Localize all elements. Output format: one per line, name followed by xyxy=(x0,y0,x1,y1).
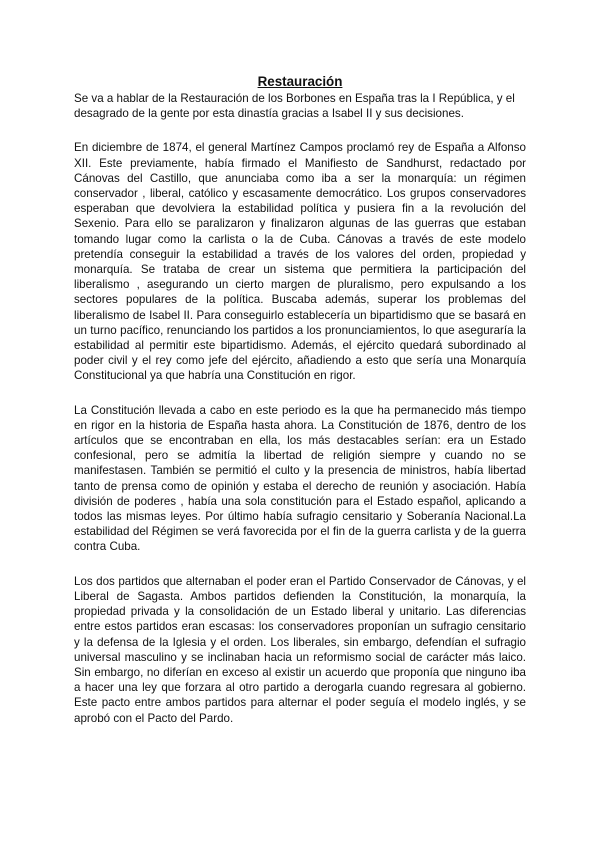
paragraph-intro: Se va a hablar de la Restauración de los Borbones en España tras la I República, y el desagrado de la gente por esta dinastía gracias a Isabel II y sus decisiones. xyxy=(74,92,515,121)
paragraph-parties: Los dos partidos que alternaban el poder eran el Partido Conservador de Cánovas, y el Liberal de Sagasta. Ambos partidos defienden la Constitución, la monarquía, la propiedad privada y la consolidación de un Estado liberal y unitario. Las diferencias entre estos partidos eran escasas: los conservadores proponían un sufragio censitario y la defensa de la Iglesia y el orden. Los liberales, sin embargo, defendían el sufragio universal masculino y se inclinaban hacia un reformismo social de carácter más laico. Sin embargo, no diferían en exceso al existir un acuerdo que proponía que ninguno iba a hacer una ley que forzara al otro partido a derogarla cuando regresara al gobierno. Este pacto entre ambos partidos para alternar el poder seguía el modelo inglés, y se aprobó con el Pacto del Pardo. xyxy=(74,574,526,725)
document-title: Restauración xyxy=(257,74,343,89)
paragraph-sandhurst: En diciembre de 1874, el general Martínez Campos proclamó rey de España a Alfonso XII. Este previamente, había firmado el Manifiesto de Sandhurst, redactado por Cánovas del Castillo, que anunciaba como iba a ser la monarquía: un régimen conservador , liberal, católico y escasamente democrático. Los grupos conservadores esperaban que devolviera la estabilidad política y pusiera fin a la revolución del Sexenio. Para ello se paralizaron y finalizaron algunas de las guerras que estaban tomando lugar como la carlista o la de Cuba. Cánovas a través de este modelo pretendía conseguir la estabilidad a través de los valores del orden, propiedad y monarquía. Se trataba de crear un sistema que permitiera la participación del liberalismo , asegurando un cierto margen de pluralismo, pero expulsando a los sectores populares de la política. Buscaba además, superar los problemas del liberalismo de Isabel II. Para conseguirlo establecería un bipartidismo que se basará en un turno pacífico, renunciando los partidos a los pronunciamientos, lo que aseguraría la estabilidad al permitir este bipartidismo. Además, el ejército quedará subordinado al poder civil y el rey como jefe del ejército, añadiendo a esto que sería una Monarquía Constitucional ya que habría una Constitución en rigor. xyxy=(74,141,526,383)
paragraph-constitution: La Constitución llevada a cabo en este periodo es la que ha permanecido más tiempo en rigor en la historia de España hasta ahora. La Constitución de 1876, dentro de los artículos que se encontraban en ella, los más destacables serían: era un Estado confesional, pero se admitía la libertad de religión siempre y cuando no se manifestasen. También se permitió el culto y la presencia de ministros, había libertad tanto de prensa como de opinión y estaba el derecho de reunión y asociación. Había división de poderes , había una sola constitución para el Estado español, aplicando a todos las mismas leyes. Por último había sufragio censitario y Soberanía Nacional.La estabilidad del Régimen se verá favorecida por el fin de la guerra carlista y de la guerra contra Cuba. xyxy=(74,403,526,554)
document-page xyxy=(74,74,526,745)
